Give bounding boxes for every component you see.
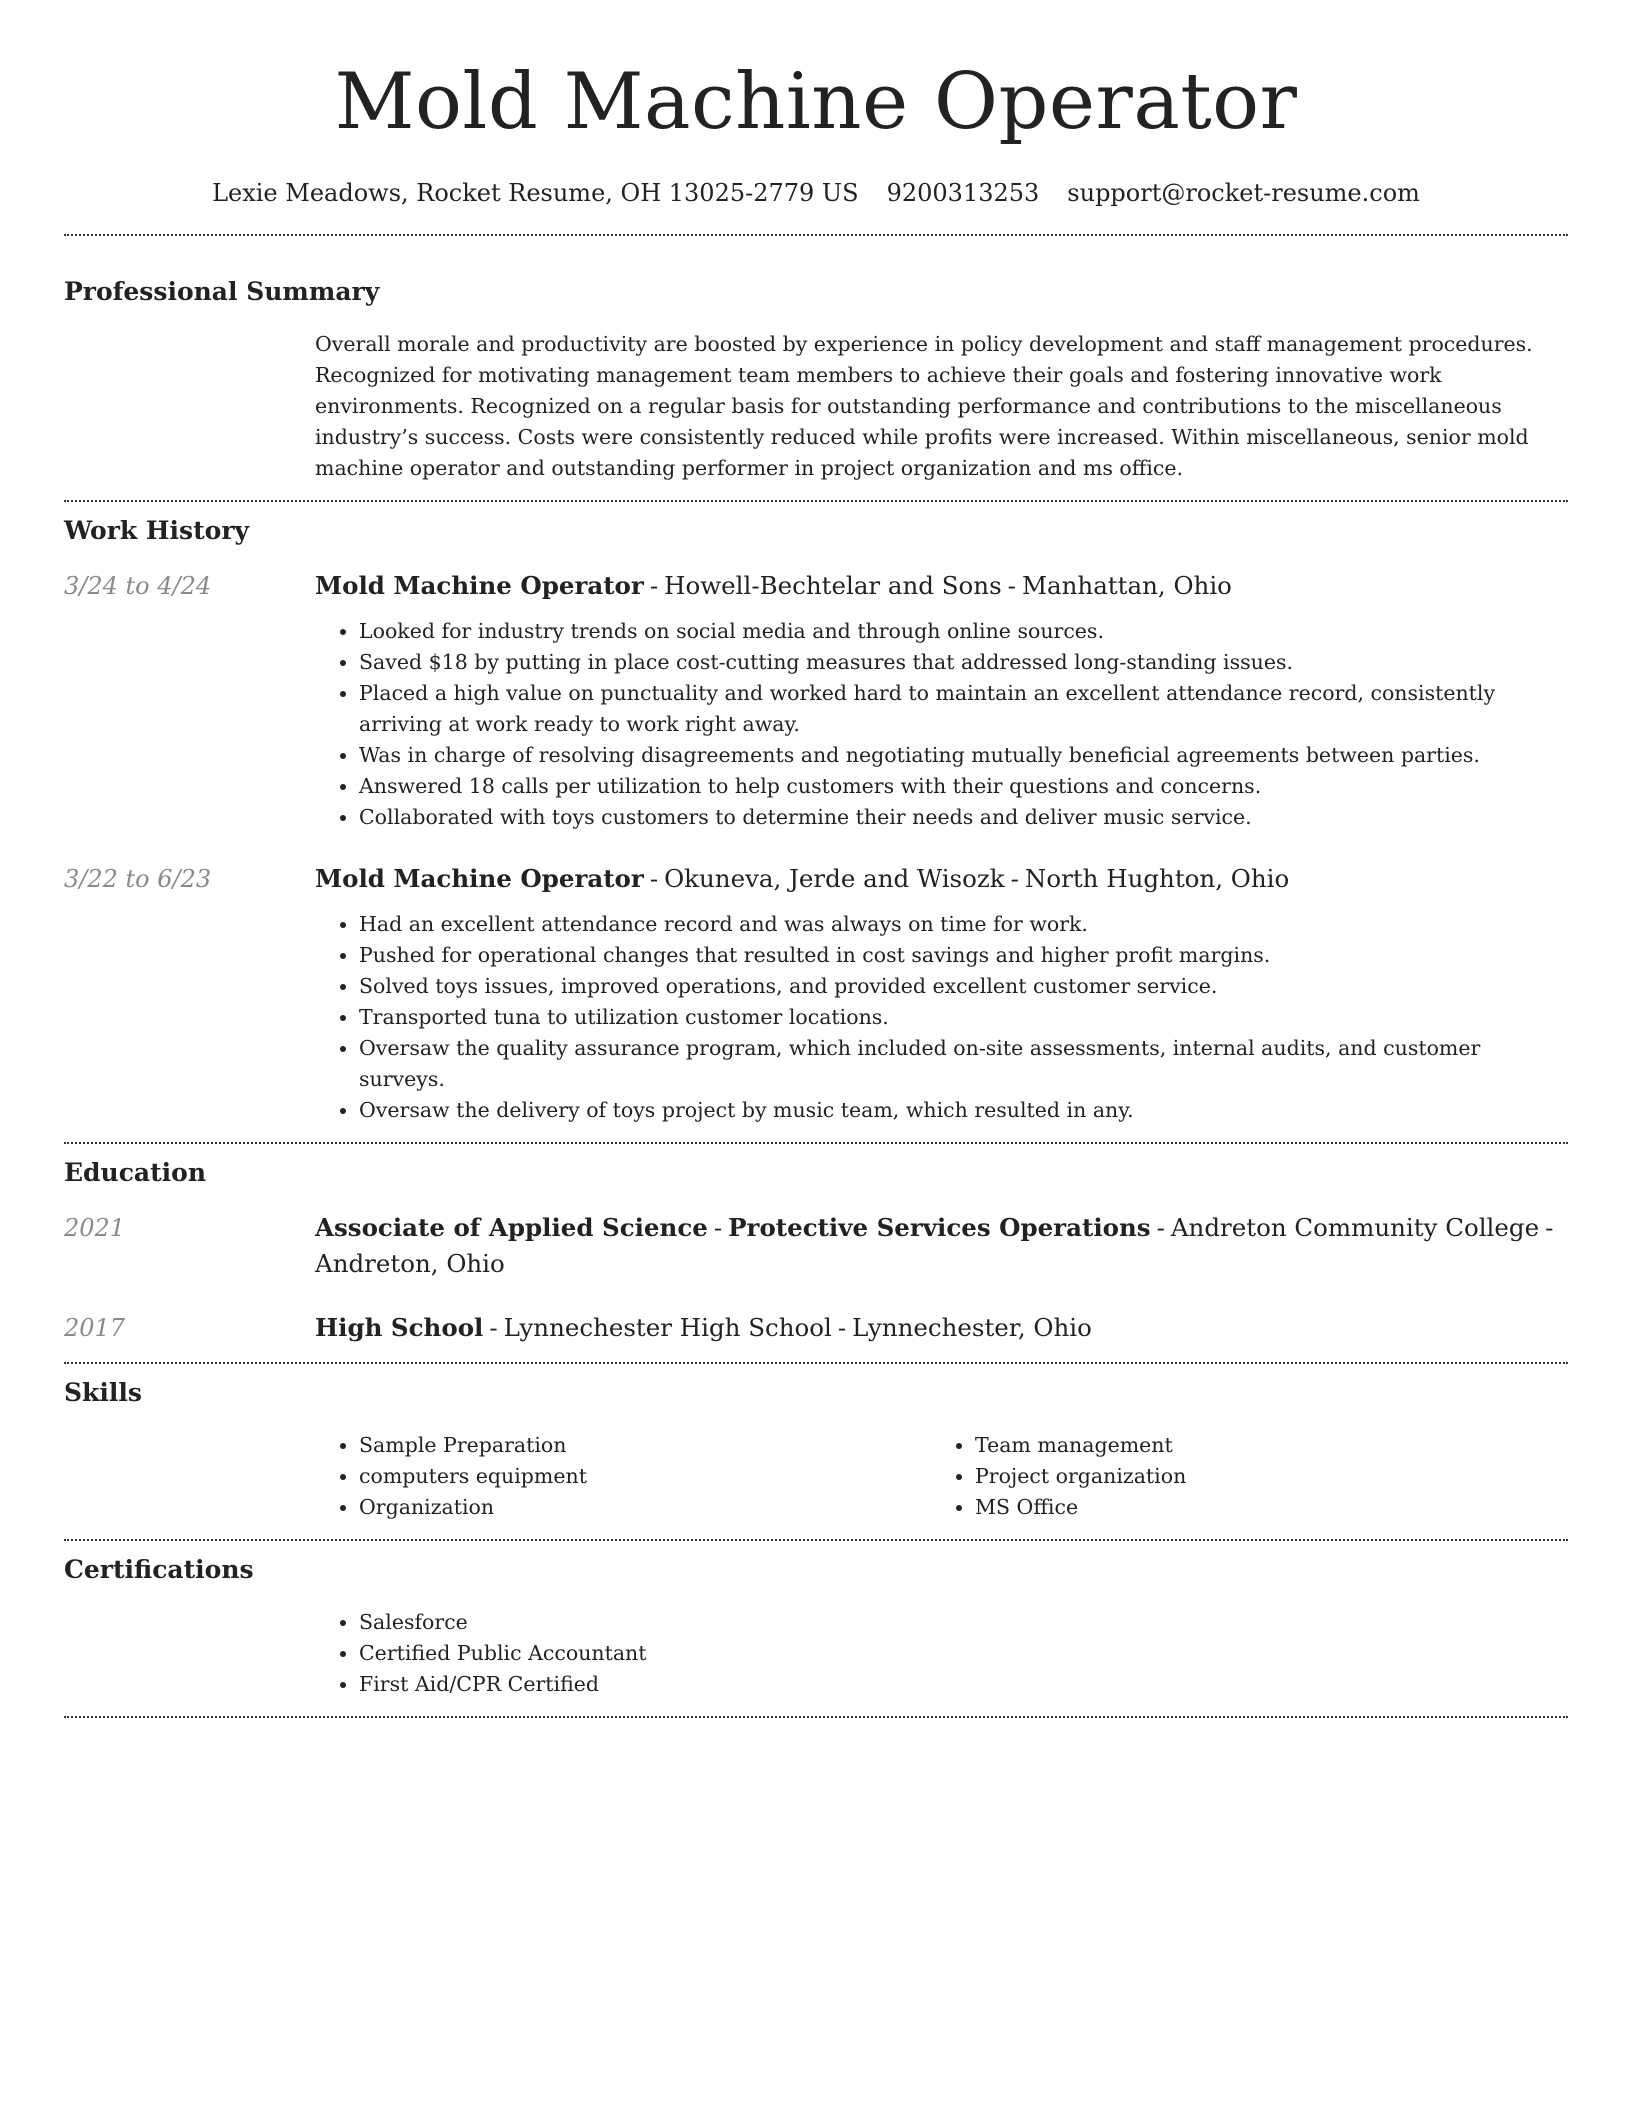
job-heading: Mold Machine Operator - Howell-Bechtelar and Sons - Manhattan, Ohio xyxy=(315,571,1232,600)
job-role: Mold Machine Operator xyxy=(315,571,644,600)
list-item: • computers equipment xyxy=(359,1461,931,1492)
education-year: 2021 xyxy=(64,1214,126,1242)
list-item: • Sample Preparation xyxy=(359,1430,931,1461)
list-item: • Collaborated with toys customers to determine their needs and deliver music service. xyxy=(359,802,1568,833)
section-divider xyxy=(64,1716,1568,1718)
contact-email[interactable]: support@rocket-resume.com xyxy=(1067,179,1420,207)
contact-line xyxy=(64,176,1568,210)
work-history-section xyxy=(64,502,1568,1126)
list-item: • Certified Public Accountant xyxy=(359,1638,1568,1669)
list-item: • Salesforce xyxy=(359,1607,1568,1638)
contact-address: Lexie Meadows, Rocket Resume, OH 13025-2779 US xyxy=(212,179,859,207)
list-item: • Looked for industry trends on social media and through online sources. xyxy=(359,616,1568,647)
section-title-education: Education xyxy=(64,1158,207,1187)
job-bullets xyxy=(315,909,1568,1126)
job-location: North Hughton, Ohio xyxy=(1024,864,1290,893)
job-dates: 3/24 to 4/24 xyxy=(64,572,212,600)
education-entry xyxy=(64,1210,1568,1282)
list-item: • Placed a high value on punctuality and worked hard to maintain an excellent attendance record, consistently arriving at work ready to work right away. xyxy=(359,678,1568,740)
summary-section xyxy=(64,236,1568,484)
education-school: Andreton Community College xyxy=(1170,1213,1540,1242)
job-heading: Mold Machine Operator - Okuneva, Jerde and Wisozk - North Hughton, Ohio xyxy=(315,864,1290,893)
education-field: Protective Services Operations xyxy=(728,1213,1151,1242)
list-item: • First Aid/CPR Certified xyxy=(359,1669,1568,1700)
list-item: • Was in charge of resolving disagreements and negotiating mutually beneficial agreements between parties. xyxy=(359,740,1568,771)
education-location: Lynnechester, Ohio xyxy=(852,1313,1092,1342)
certifications-list xyxy=(315,1607,1568,1700)
list-item: • Saved $18 by putting in place cost-cutting measures that addressed long-standing issues. xyxy=(359,647,1568,678)
job-bullets xyxy=(315,616,1568,833)
list-item: • Transported tuna to utilization customer locations. xyxy=(359,1002,1568,1033)
list-item: • MS Office xyxy=(975,1492,1547,1523)
list-item: • Solved toys issues, improved operations, and provided excellent customer service. xyxy=(359,971,1568,1002)
job-dates: 3/22 to 6/23 xyxy=(64,865,212,893)
job-role: Mold Machine Operator xyxy=(315,864,644,893)
education-location: Andreton, Ohio xyxy=(315,1249,505,1278)
skills-list-right xyxy=(931,1430,1547,1523)
skills-list-left xyxy=(315,1430,931,1523)
list-item: • Oversaw the delivery of toys project by music team, which resulted in any. xyxy=(359,1095,1568,1126)
job-entry xyxy=(64,861,1568,1126)
section-title-skills: Skills xyxy=(64,1378,142,1407)
list-item: • Team management xyxy=(975,1430,1547,1461)
education-degree: High School xyxy=(315,1313,484,1342)
section-title-certifications: Certifications xyxy=(64,1555,254,1584)
education-year: 2017 xyxy=(64,1314,126,1342)
education-heading: Associate of Applied Science - Protective Services Operations - Andreton Community College -Andreton, Ohio xyxy=(315,1213,1554,1278)
list-item: • Had an excellent attendance record and was always on time for work. xyxy=(359,909,1568,940)
summary-text: Overall morale and productivity are boosted by experience in policy development and staff management procedures. Recognized for motivating management team members to achieve their goals and fostering innovative work environments. Recognized on a regular basis for outstanding performance and contributions to the miscellaneous industry’s success. Costs were consistently reduced while profits were increased. Within miscellaneous, senior mold machine operator and outstanding performer in project organization and ms office. xyxy=(315,332,1533,480)
list-item: • Answered 18 calls per utilization to help customers with their questions and concerns. xyxy=(359,771,1568,802)
resume-title: Mold Machine Operator xyxy=(334,57,1298,147)
list-item: • Pushed for operational changes that resulted in cost savings and higher profit margins. xyxy=(359,940,1568,971)
contact-phone: 9200313253 xyxy=(886,179,1040,207)
education-school: Lynnechester High School xyxy=(503,1313,832,1342)
job-company: Howell-Bechtelar and Sons xyxy=(664,571,1002,600)
section-title-work-history: Work History xyxy=(64,516,250,545)
list-item: • Organization xyxy=(359,1492,931,1523)
list-item: • Project organization xyxy=(975,1461,1547,1492)
education-heading: High School - Lynnechester High School - Lynnechester, Ohio xyxy=(315,1313,1092,1342)
job-company: Okuneva, Jerde and Wisozk xyxy=(664,864,1005,893)
job-location: Manhattan, Ohio xyxy=(1021,571,1232,600)
job-entry xyxy=(64,568,1568,833)
education-section xyxy=(64,1144,1568,1346)
certifications-section xyxy=(64,1541,1568,1700)
list-item: • Oversaw the quality assurance program, which included on-site assessments, internal audits, and customer surveys. xyxy=(359,1033,1568,1095)
skills-section xyxy=(64,1364,1568,1523)
section-title-summary: Professional Summary xyxy=(64,277,380,306)
education-entry xyxy=(64,1310,1568,1346)
education-degree: Associate of Applied Science xyxy=(315,1213,708,1242)
